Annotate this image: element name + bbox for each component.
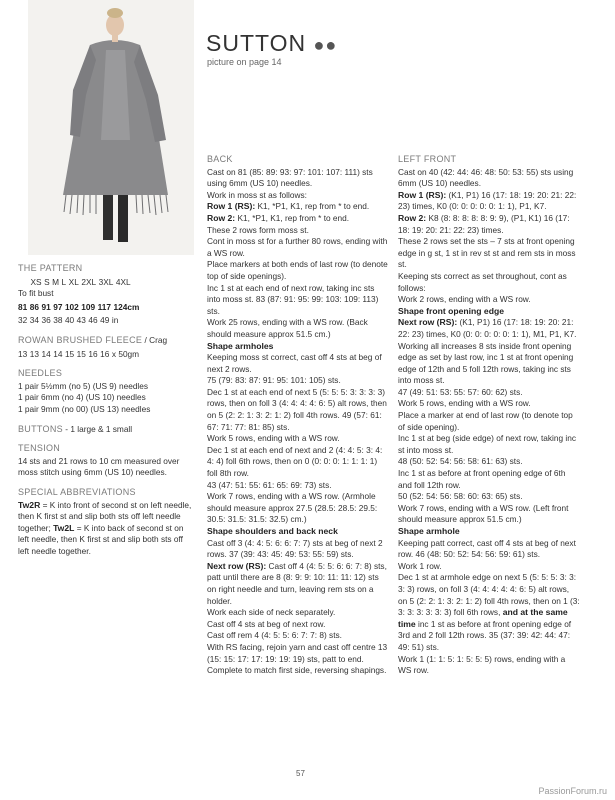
- instruction: These 2 rows set the sts – 7 sts at front opening edge in g st, 1 st in rev st st and rem sts in moss st.: [398, 236, 576, 270]
- left-column: [18, 263, 196, 557]
- picture-reference: picture on page 14: [207, 57, 282, 67]
- armhole-subheading: Shape armhole: [398, 526, 460, 536]
- instruction-text: Dec 1 st at armhole edge on next 5 (5: 5: 5: 3: 3: 3: 3) rows, on foll 3 (4: 4: 4: 4: 4: 6: 5) alt rows, on 5 (2: 2: 1: 3: 2: 1: 2) foll 4th rows, then on 1 (3: 3: 3: 3: 3: 3: 3) foll 6th rows,: [398, 572, 580, 618]
- bust-cm-cell: 91: [41, 301, 51, 312]
- instruction: Keeping patt correct, cast off 4 sts at beg of next row. 46 (48: 50: 52: 54: 56: 59: 61) sts.: [398, 537, 576, 560]
- tension-text: 14 sts and 21 rows to 10 cm measured over moss stitch using 6mm (US 10) needles.: [18, 455, 180, 478]
- yarn-amount-cell: 14: [41, 348, 51, 359]
- size-cell: 3XL: [98, 276, 114, 287]
- bust-in-cell: 36: [41, 315, 51, 326]
- row-text: (K1, P1) 16 (17: 18: 19: 20: 21: 22: 23) times, K0 (0: 0: 0: 0: 0: 1: 1), P1, K7.: [398, 189, 577, 212]
- instruction: 43 (47: 51: 55: 61: 65: 69: 73) sts.: [207, 479, 332, 490]
- bust-in-table: [18, 315, 121, 327]
- bust-cm-table: [18, 302, 142, 314]
- model-photo: [28, 0, 194, 255]
- bust-in-cell: 32: [18, 315, 28, 326]
- row-label: Next row (RS):: [398, 317, 458, 328]
- yarn-amount-cell: 13: [29, 348, 39, 359]
- bust-in-cell: 38: [53, 315, 63, 326]
- abbr-tw2l-text: = K into back of second st on left needle, then K first st and slip both sts off left needle together.: [18, 522, 184, 556]
- pattern-title-text: SUTTON: [206, 30, 307, 56]
- size-cell: 4XL: [115, 276, 131, 287]
- row-label: Row 1 (RS):: [398, 189, 447, 200]
- instruction: Cont in moss st for a further 80 rows, ending with a WS row.: [207, 236, 388, 258]
- yarn-amount-cell: 13: [18, 348, 28, 359]
- same-time-label: and at the same time: [398, 607, 568, 629]
- yarn-amount-cell: 15: [76, 348, 86, 359]
- row-label: Row 2:: [398, 212, 427, 223]
- bust-cm-cell: 117: [97, 301, 112, 312]
- instruction: With RS facing, rejoin yarn and cast off centre 13 (15: 15: 17: 17: 19: 19: 19) sts, patt to end.: [207, 641, 388, 664]
- bust-in-cell: 49: [100, 315, 110, 326]
- needle-item: 1 pair 6mm (no 4) (US 10) needles: [18, 392, 146, 403]
- size-names-row: [18, 277, 133, 289]
- row-instruction: [398, 190, 580, 213]
- instruction: [398, 572, 580, 653]
- bust-cm-cell: 102: [64, 301, 79, 312]
- yarn-amount-cell: x 50gm: [111, 348, 140, 359]
- row-instruction: [207, 201, 389, 213]
- yarn-amount-table: [18, 349, 142, 361]
- row-label: Row 2:: [207, 212, 236, 223]
- row-instruction: [398, 213, 580, 236]
- row-text: Cast off 4 (4: 5: 5: 6: 6: 7: 8) sts, patt until there are 8 (8: 9: 9: 10: 11: 11: 12) sts on right needle and turn, leaving rem sts on a holder.: [207, 560, 387, 606]
- size-cell: L: [61, 276, 67, 287]
- needle-item: 1 pair 5½mm (no 5) (US 9) needles: [18, 380, 149, 391]
- bust-cm-cell: 124cm: [113, 301, 140, 312]
- sizes-table: [18, 277, 133, 289]
- yarn-amount-row: [18, 349, 142, 361]
- instruction: Cast off rem 4 (4: 5: 5: 6: 7: 7: 8) sts.: [207, 630, 342, 641]
- instruction: Work in moss st as follows:: [207, 189, 307, 200]
- row-label: Next row (RS):: [207, 560, 267, 571]
- instruction: Cast on 81 (85: 89: 93: 97: 101: 107: 111) sts using 6mm (US 10) needles.: [207, 166, 373, 189]
- instruction: Work 5 rows, ending with a WS row.: [207, 433, 340, 444]
- pattern-title: [206, 30, 337, 57]
- fit-label: To fit bust: [18, 288, 54, 299]
- yarn-amount-cell: 16: [88, 348, 98, 359]
- size-cell: XS: [30, 276, 42, 287]
- row-instruction: [207, 561, 389, 607]
- instruction: Inc 1 st as before at front opening edge of 6th and foll 12th row.: [398, 468, 566, 490]
- instruction: Cast on 40 (42: 44: 46: 48: 50: 53: 55) sts using 6mm (US 10) needles.: [398, 166, 574, 189]
- instruction: Cast off 3 (4: 4: 5: 6: 6: 7: 7) sts at beg of next 2 rows. 37 (39: 43: 45: 49: 53: 55: 59) sts.: [207, 537, 383, 560]
- instruction: Place markers at both ends of last row (to denote top of side openings).: [207, 259, 388, 281]
- needles-heading: NEEDLES: [18, 368, 63, 379]
- instruction: Dec 1 st at each end of next 5 (5: 5: 5: 3: 3: 3: 3) rows, then on foll 3 (4: 4: 4: 4: 6: 5) alt rows, then on 5 (2: 2: 1: 3: 2: 1: 2) foll 4th rows. 49 (57: 61: 67: 71: 77: 81: 85) sts.: [207, 386, 387, 432]
- instruction: Work 1 (1: 1: 5: 1: 5: 5: 5) rows, ending with a WS row.: [398, 653, 566, 676]
- buttons-text: - 1 large & 1 small: [62, 423, 133, 434]
- yarn-shade: / Crag: [142, 334, 168, 345]
- bust-in-cell: 40: [64, 315, 75, 326]
- instruction: 47 (49: 51: 53: 55: 57: 60: 62) sts.: [398, 386, 523, 397]
- back-heading: BACK: [207, 154, 233, 164]
- row-label: Row 1 (RS):: [207, 201, 256, 212]
- instruction: Keeping sts correct as set throughout, cont as follows:: [398, 270, 567, 293]
- abbreviations-heading: SPECIAL ABBREVIATIONS: [18, 486, 136, 497]
- back-column: [207, 154, 389, 677]
- yarn-line: [18, 335, 196, 347]
- instruction: Working all increases 8 sts inside front opening edge as set by last row, inc 1 st at front opening edge of 12th and 5 foll 12th rows, taking inc sts into moss st.: [398, 340, 574, 386]
- size-cell: XL: [68, 276, 79, 287]
- row-text: (K1, P1) 16 (17: 18: 19: 20: 21: 22: 23) times, K0 (0: 0: 0: 0: 0: 1: 1), M1, P1, K7.: [398, 317, 577, 339]
- needle-item: 1 pair 9mm (no 00) (US 13) needles: [18, 403, 151, 414]
- buttons-line: [18, 424, 196, 436]
- yarn-amount-cell: 15: [64, 348, 75, 359]
- instruction: Work 7 rows, ending with a WS row. (Left front should measure approx 51.5 cm.): [398, 502, 569, 525]
- instruction: These 2 rows form moss st.: [207, 224, 309, 235]
- shoulders-subheading: Shape shoulders and back neck: [207, 526, 338, 536]
- bust-cm-cell: 86: [29, 301, 39, 312]
- instruction: Keeping moss st correct, cast off 4 sts at beg of next 2 rows.: [207, 352, 382, 374]
- yarn-heading: ROWAN BRUSHED FLEECE: [18, 334, 143, 345]
- watermark: PassionForum.ru: [538, 786, 607, 796]
- yarn-amount-cell: 16: [100, 348, 110, 359]
- instruction: Cast off 4 sts at beg of next row.: [207, 618, 326, 629]
- bust-in-row: [18, 315, 121, 327]
- row-text: K8 (8: 8: 8: 8: 8: 9: 9), (P1, K1) 16 (17: 18: 19: 20: 21: 22: 23) times.: [398, 212, 570, 235]
- left-front-column: [398, 154, 580, 677]
- bust-cm-row: [18, 302, 142, 314]
- abbreviations-text: [18, 500, 196, 558]
- model-illustration: [28, 0, 194, 255]
- left-front-heading: LEFT FRONT: [398, 154, 457, 164]
- armholes-subheading: Shape armholes: [207, 340, 274, 351]
- size-cell: S: [44, 276, 50, 287]
- difficulty-dots-icon: ●●: [313, 35, 338, 55]
- instruction: 50 (52: 54: 56: 58: 60: 63: 65) sts.: [398, 491, 523, 502]
- bust-in-cell: 46: [88, 315, 98, 326]
- abbr-tw2r: Tw2R: [18, 499, 41, 510]
- instruction: Work each side of neck separately.: [207, 607, 336, 618]
- instruction: Work 1 row.: [398, 560, 442, 571]
- yarn-amount-cell: 14: [53, 348, 63, 359]
- size-cell: 2XL: [81, 276, 97, 287]
- instruction: Work 2 rows, ending with a WS row.: [398, 294, 531, 305]
- instruction: Complete to match first side, reversing shapings.: [207, 665, 387, 676]
- instruction: Place a marker at end of last row (to denote top of side opening).: [398, 410, 573, 432]
- instruction: Dec 1 st at each end of next and 2 (4: 4: 5: 3: 4: 4: 4) foll 6th rows, then on 0 (0: 0: 0: 1: 1: 1: 1) foll 8th row.: [207, 444, 383, 479]
- instruction-text: inc 1 st as before at front opening edge of 3rd and 2 foll 12th rows. 35 (37: 39: 42: 44: 47: 49: 51) sts.: [398, 618, 572, 652]
- bust-in-cell: 34: [29, 315, 39, 326]
- abbr-tw2r-text: = K into front of second st on left needle, then K first st and slip both sts off left needle together;: [18, 499, 192, 533]
- instruction: Work 25 rows, ending with a WS row. (Back should measure approx 51.5 cm.): [207, 317, 368, 339]
- row-instruction: [207, 213, 389, 225]
- pattern-heading: THE PATTERN: [18, 263, 83, 273]
- buttons-heading: BUTTONS: [18, 423, 63, 434]
- row-text: K1, *P1, K1, rep from * to end.: [255, 201, 370, 212]
- bust-cm-cell: 81: [18, 301, 28, 312]
- size-cell: M: [52, 276, 60, 287]
- tension-heading: TENSION: [18, 443, 61, 454]
- row-text: K1, *P1, K1, rep from * to end.: [235, 212, 350, 223]
- instruction: Work 7 rows, ending with a WS row. (Armhole should measure approx 27.5 (28.5: 28.5: 29.5: 30.5: 31.5: 31.5: 32.5) cm.): [207, 491, 378, 525]
- bust-in-cell: 43: [76, 315, 86, 326]
- instruction: Inc 1 st at each end of next row, taking inc sts into moss st. 83 (87: 91: 95: 99: 103: 109: 113) sts.: [207, 282, 379, 316]
- instruction: 75 (79: 83: 87: 91: 95: 101: 105) sts.: [207, 375, 341, 386]
- bust-in-cell: in: [111, 315, 119, 326]
- bust-cm-cell: 97: [53, 301, 63, 312]
- instruction: Inc 1 st at beg (side edge) of next row, taking inc st into moss st.: [398, 433, 577, 455]
- bust-cm-cell: 109: [81, 301, 96, 312]
- instruction: 48 (50: 52: 54: 56: 58: 61: 63) sts.: [398, 456, 523, 467]
- front-opening-subheading: Shape front opening edge: [398, 305, 504, 316]
- page-number: 57: [296, 769, 305, 778]
- instruction: Work 5 rows, ending with a WS row.: [398, 398, 531, 409]
- abbr-tw2l: Tw2L: [53, 522, 75, 533]
- row-instruction: [398, 317, 580, 340]
